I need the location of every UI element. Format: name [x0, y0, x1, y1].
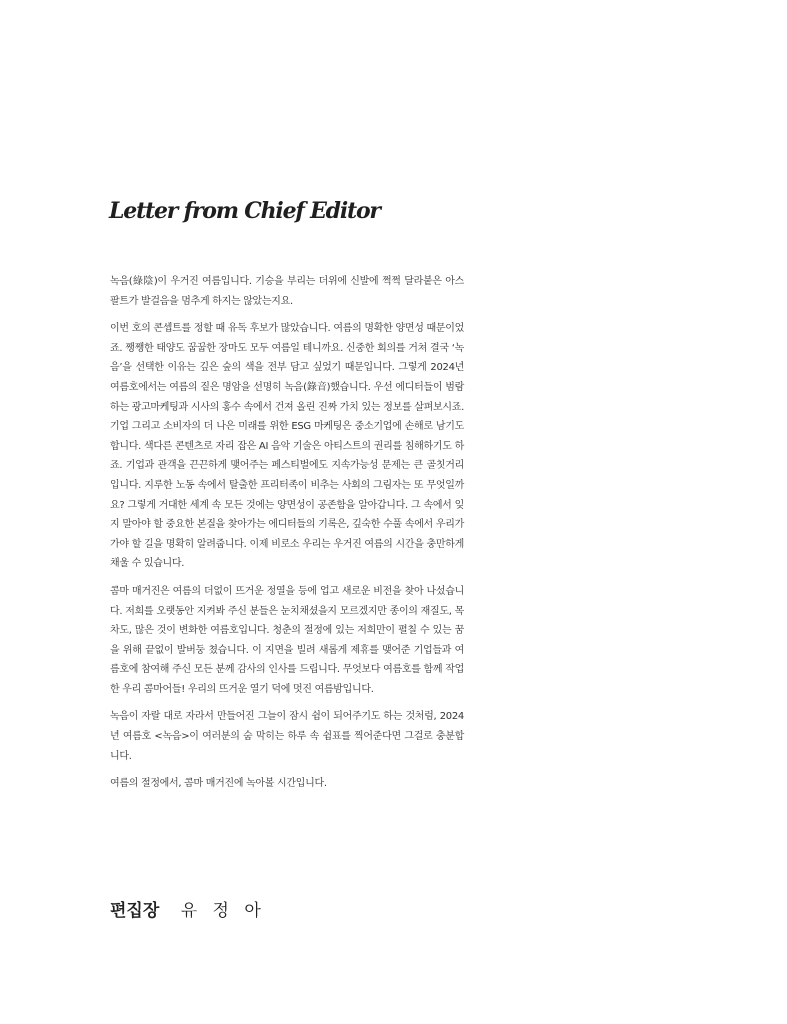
signature-name: 유 정 아: [180, 901, 266, 921]
paragraph-1: 녹음(綠陰)이 우거진 여름입니다. 기승을 부리는 더위에 신발에 쩍쩍 달라붙은 아스팔트가 발걸음을 멈추게 하지는 않았는지요.: [110, 276, 464, 307]
paragraph-3: 콤마 매거진은 여름의 더없이 뜨거운 정열을 등에 업고 새로운 비전을 찾아 나섰습니다. 저희를 오랫동안 지켜봐 주신 분들은 눈치채셨을지 모르겠지만 종이의 재질도, 목차도, 많은 것이 변화한 여름호입니다. 청춘의 절정에 있는 저희만이 펼칠 수 있는 꿈을 위해 끝없이 발버둥 쳤습니다. 이 지면을 빌려 새롭게 제휴를 맺어준 기업들과 여름호에 참여해 주신 모든 분께 감사의 인사를 드립니다. 무엇보다 여름호를 함께 작업한 우리 콤마어들! 우리의 뜨거운 열기 덕에 멋진 여름밤입니다.: [110, 585, 464, 695]
signature-role: 편집장: [110, 901, 160, 921]
page-title: Letter from Chief Editor: [109, 198, 380, 224]
paragraph-2: 이번 호의 콘셉트를 정할 때 유독 후보가 많았습니다. 여름의 명확한 양면성 때문이었죠. 쨍쨍한 태양도 꿉꿉한 장마도 모두 여름일 테니까요. 신중한 회의를 거쳐 결국 ‘녹음’을 선택한 이유는 깊은 숲의 색을 전부 담고 싶었기 때문입니다. 그렇게 2024년 여름호에서는 여름의 짙은 명암을 선명히 녹음(錄音)했습니다. 우선 에디터들이 범람하는 광고마케팅과 시사의 홍수 속에서 건져 올린 진짜 가치 있는 정보를 살펴보시죠. 기업 그리고 소비자의 더 나은 미래를 위한 ESG 마케팅은 중소기업에 손해로 남기도 합니다. 색다른 콘텐츠로 자리 잡은 AI 음악 기술은 아티스트의 권리를 침해하기도 하죠. 기업과 관객을 끈끈하게 맺어주는 페스티벌에도 지속가능성 문제는 큰 골칫거리입니다. 지루한 노동 속에서 탈출한 프리터족이 비추는 사회의 그림자는 또 무엇일까요? 그렇게 거대한 세계 속 모든 것에는 양면성이 공존함을 알아갑니다. 그 속에서 잊지 말아야 할 중요한 본질을 찾아가는 에디터들의 기록은, 깊숙한 수풀 속에서 우리가 가야 할 길을 명확히 알려줍니다. 이제 비로소 우리는 우거진 여름의 시간을 충만하게 채울 수 있습니다.: [110, 323, 464, 570]
letter-body: [110, 272, 464, 802]
paragraph-5: 여름의 절정에서, 콤마 매거진에 녹아볼 시간입니다.: [110, 778, 327, 790]
signature: [110, 896, 266, 921]
paragraph-4: 녹음이 자랄 대로 자라서 만들어진 그늘이 잠시 쉼이 되어주기도 하는 것처럼, 2024년 여름호 <녹음>이 여러분의 숨 막히는 하루 속 쉼표를 찍어준다면 그걸로 충분합니다.: [110, 711, 464, 762]
